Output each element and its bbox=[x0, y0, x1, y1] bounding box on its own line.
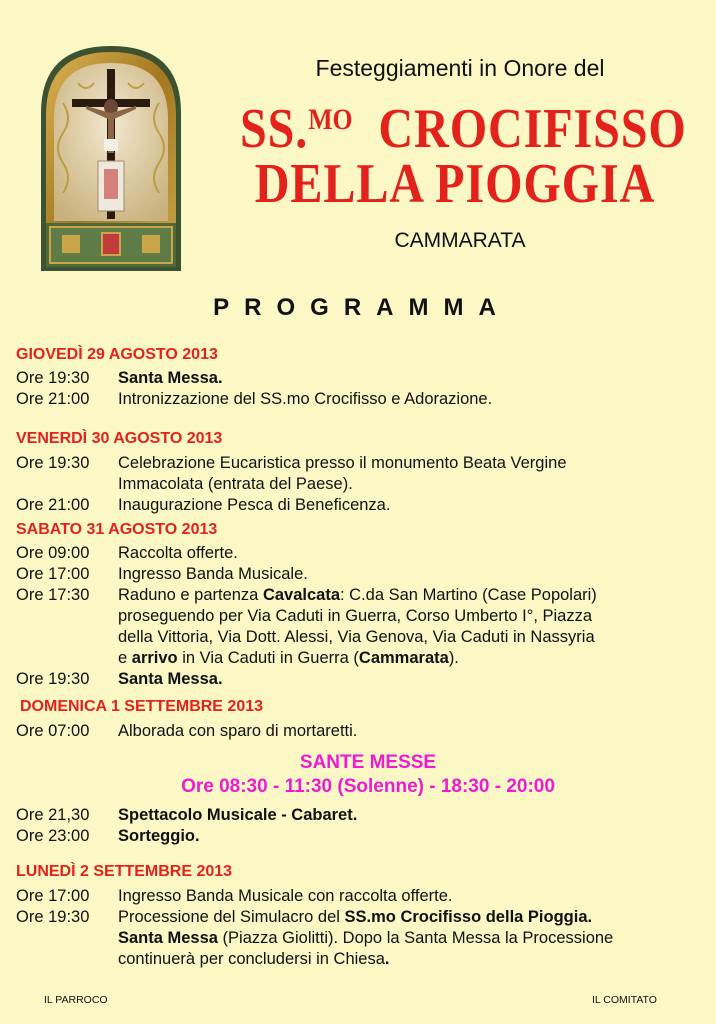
row-text: Ingresso Banda Musicale con raccolta offerte. bbox=[118, 887, 453, 905]
programma-heading: PROGRAMMA bbox=[213, 294, 511, 321]
row-time: Ore 07:00 bbox=[16, 722, 90, 740]
row-text: Inaugurazione Pesca di Beneficenza. bbox=[118, 496, 391, 514]
row-time: Ore 21:00 bbox=[16, 390, 90, 408]
row-time: Ore 19:30 bbox=[16, 670, 90, 688]
row-time: Ore 19:30 bbox=[16, 908, 90, 926]
title-line-1 bbox=[240, 90, 687, 160]
row-text: Celebrazione Eucaristica presso il monumento Beata Vergine Immacolata (entrata del Paese). bbox=[118, 454, 567, 493]
row-time: Ore 17:30 bbox=[16, 586, 90, 604]
row-time: Ore 17:00 bbox=[16, 565, 90, 583]
sante-messe-title: SANTE MESSE bbox=[299, 752, 437, 773]
row-time: Ore 19:30 bbox=[16, 454, 90, 472]
row-text: Alborada con sparo di mortaretti. bbox=[118, 722, 358, 740]
day-heading-venerdi: VENERDÌ 30 AGOSTO 2013 bbox=[16, 430, 223, 447]
crucifix-icon bbox=[38, 43, 184, 273]
footer-comitato: IL COMITATO bbox=[592, 994, 657, 1006]
row-text: Raduno e partenza Cavalcata: C.da San Martino (Case Popolari) proseguendo per Via Caduti in Guerra, Corso Umberto I°, Piazza della Vittoria, Via Dott. Alessi, Via Genova, Via Caduti in Nassyria e arrivo in Via Caduti in Guerra (Cammarata). bbox=[118, 586, 597, 667]
title-crocifisso: CROCIFISSO bbox=[378, 98, 687, 160]
day-heading-lunedi: LUNEDÌ 2 SETTEMBRE 2013 bbox=[16, 863, 233, 880]
sante-messe-times: Ore 08:30 - 11:30 (Solenne) - 18:30 - 20:00 bbox=[181, 776, 555, 797]
row-text: Ingresso Banda Musicale. bbox=[118, 565, 308, 583]
town-name: CAMMARATA bbox=[394, 229, 526, 252]
row-text: Santa Messa. bbox=[118, 369, 223, 387]
row-text: Processione del Simulacro del SS.mo Crocifisso della Pioggia. Santa Messa (Piazza Giolitti). Dopo la Santa Messa la Processione continuerà per concludersi in Chiesa. bbox=[118, 908, 614, 968]
title-mo: MO bbox=[308, 103, 353, 136]
row-text: Sorteggio. bbox=[118, 827, 200, 845]
row-time: Ore 21:00 bbox=[16, 496, 90, 514]
day-heading-giovedi: GIOVEDÌ 29 AGOSTO 2013 bbox=[16, 346, 218, 363]
footer-parroco: IL PARROCO bbox=[44, 994, 108, 1006]
day-heading-domenica: DOMENICA 1 SETTEMBRE 2013 bbox=[20, 698, 264, 715]
row-time: Ore 19:30 bbox=[16, 369, 90, 387]
row-text: Intronizzazione del SS.mo Crocifisso e Adorazione. bbox=[118, 390, 493, 408]
row-time: Ore 21,30 bbox=[16, 806, 90, 824]
row-time: Ore 09:00 bbox=[16, 544, 90, 562]
day-heading-sabato: SABATO 31 AGOSTO 2013 bbox=[16, 521, 218, 538]
row-text: Santa Messa. bbox=[118, 670, 223, 688]
row-time: Ore 23:00 bbox=[16, 827, 90, 845]
row-text: Spettacolo Musicale - Cabaret. bbox=[118, 806, 358, 824]
title-line-2: DELLA PIOGGIA bbox=[254, 153, 656, 215]
crucifix-icon-picture bbox=[38, 43, 184, 273]
title-ss: SS. bbox=[240, 98, 309, 160]
row-text: Raccolta offerte. bbox=[118, 544, 238, 562]
row-time: Ore 17:00 bbox=[16, 887, 90, 905]
subtitle: Festeggiamenti in Onore del bbox=[315, 55, 605, 81]
